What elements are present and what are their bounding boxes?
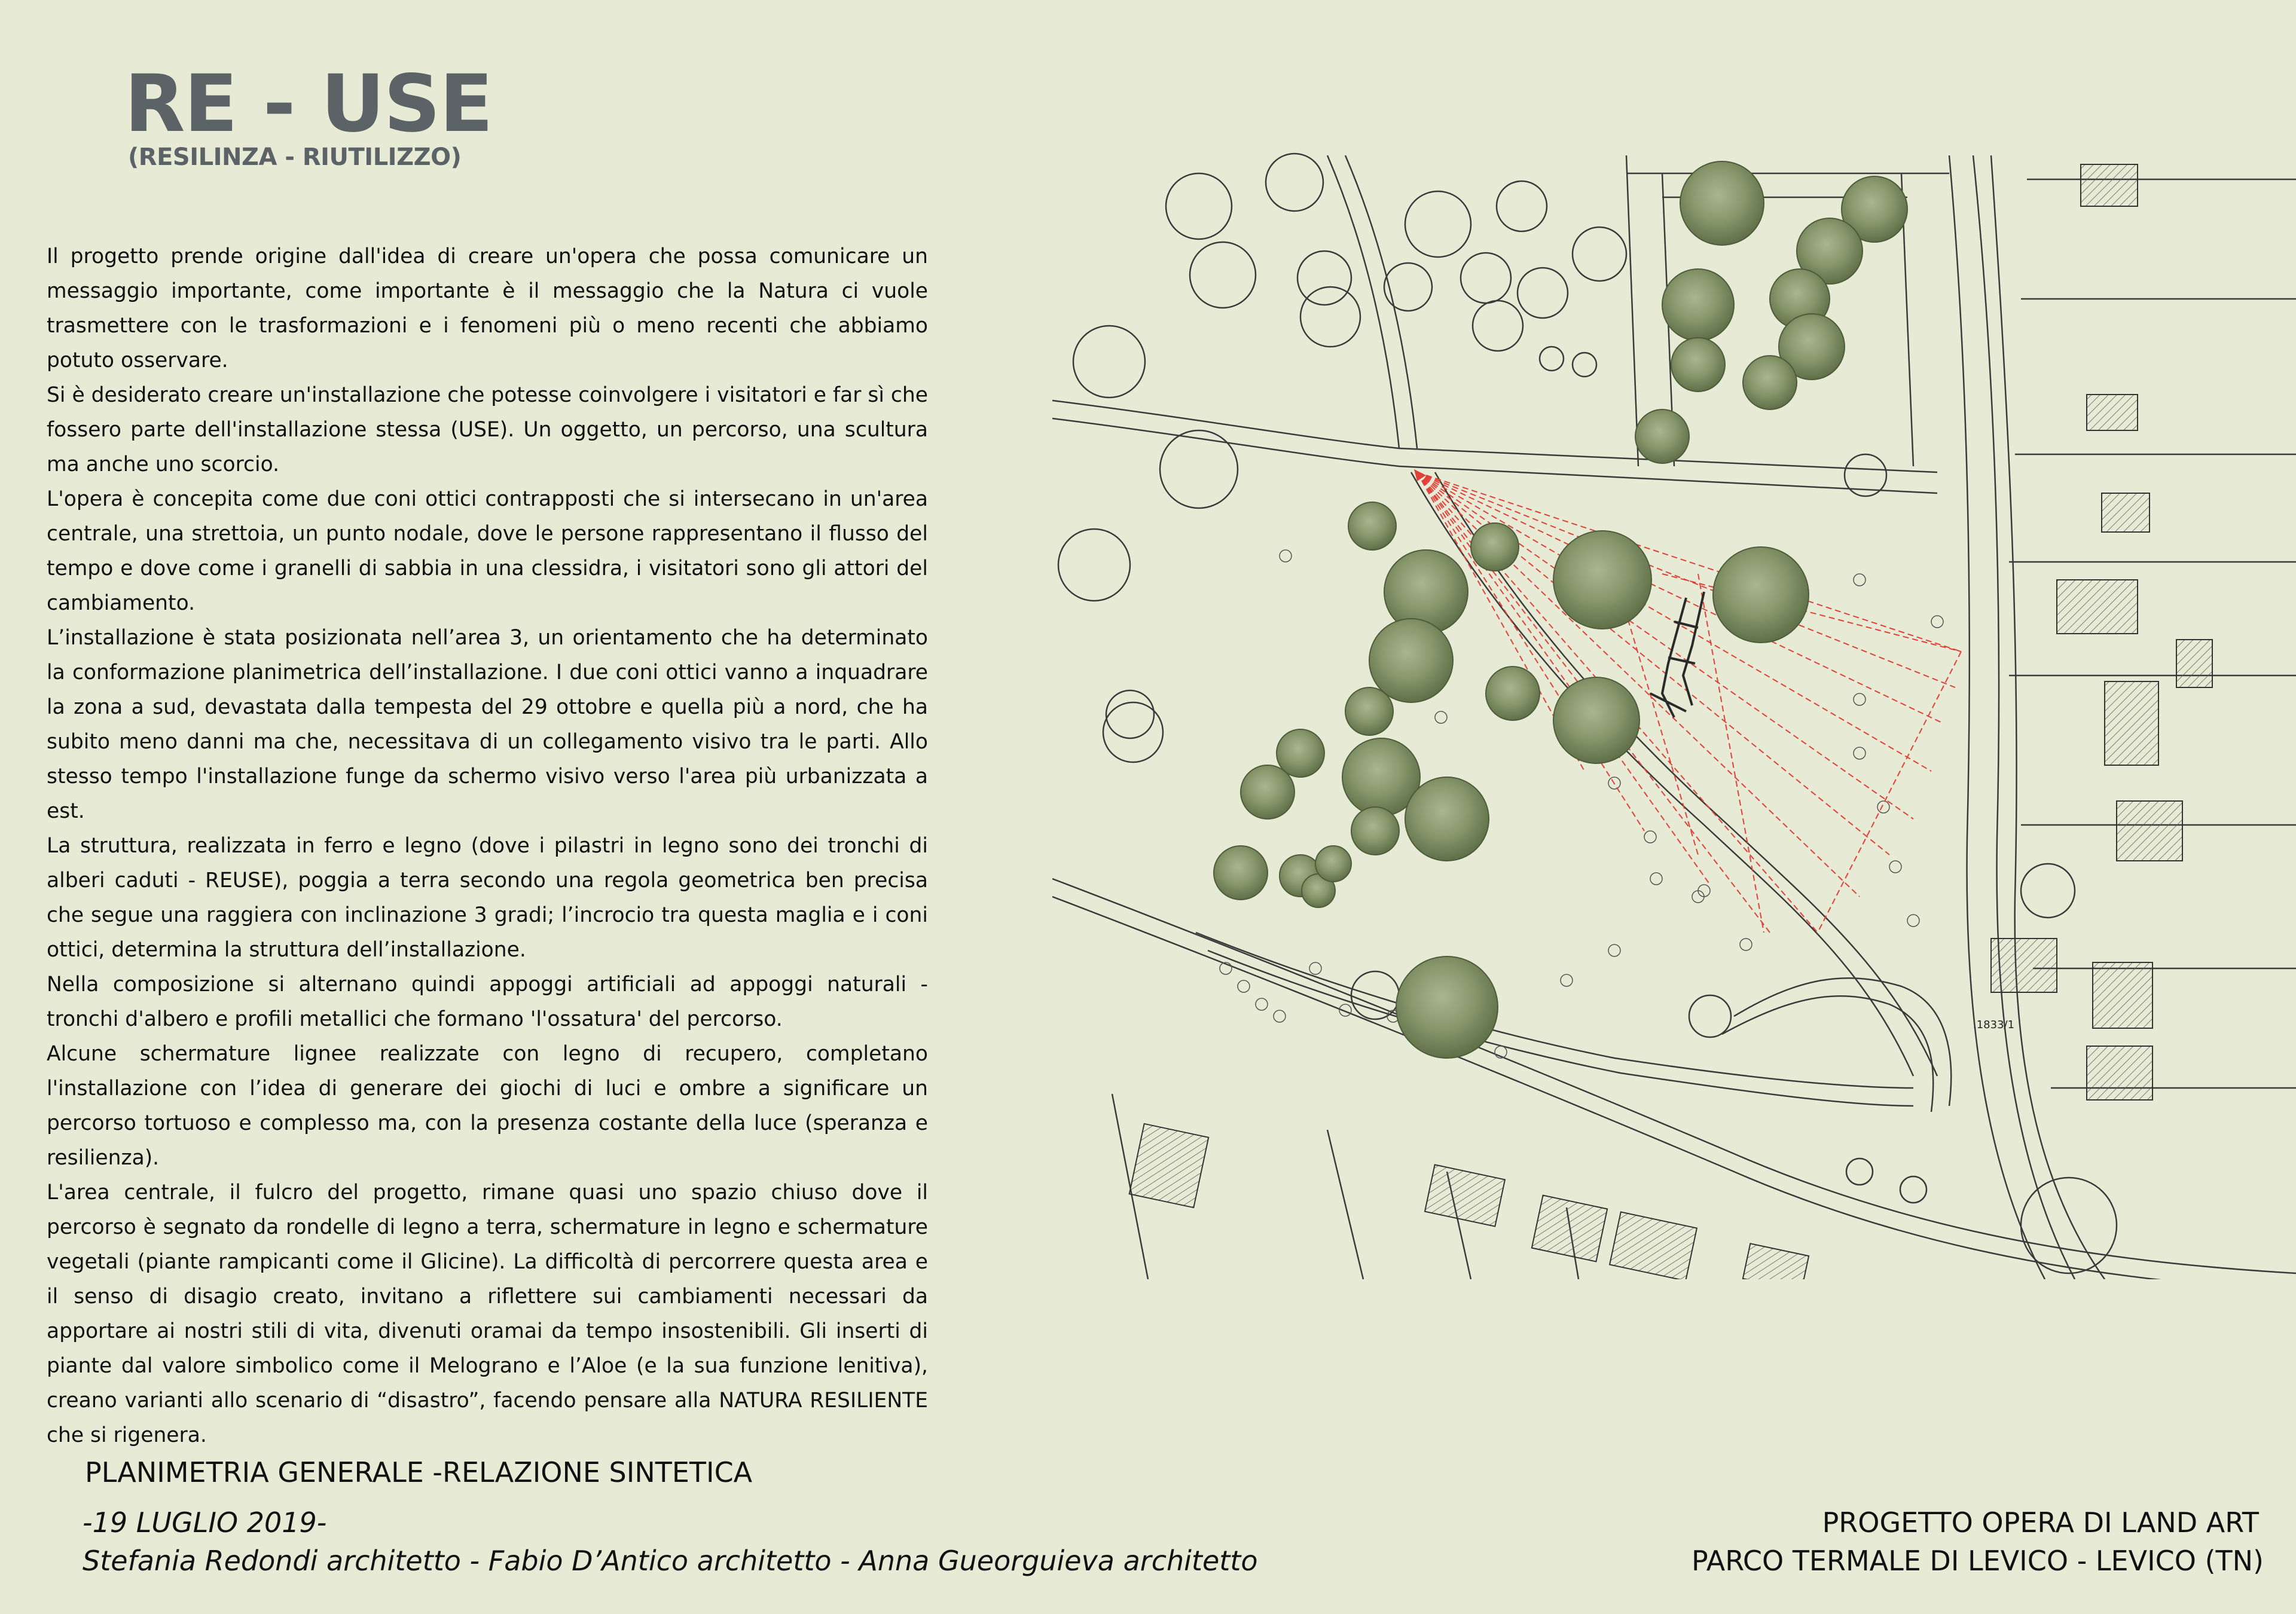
building (2081, 164, 2138, 206)
buildings (1129, 164, 2212, 1279)
curved-path (1722, 996, 1933, 1112)
curved-path (1734, 978, 1951, 1106)
east-road-edge (1991, 155, 2105, 1279)
existing-trees (1214, 161, 1907, 1058)
east-road-edge (1973, 155, 2075, 1279)
project-description (47, 239, 928, 1453)
board-subtitle: (RESILINZA - RIUTILIZZO) (128, 143, 462, 171)
authors: Stefania Redondi architetto - Fabio D’Antico architetto - Anna Gueorguieva architetto (83, 1545, 1258, 1577)
building (1425, 1164, 1505, 1226)
plan-title: PLANIMETRIA GENERALE -RELAZIONE SINTETICA (85, 1456, 753, 1488)
paragraph: L'opera è concepita come due coni ottici contrapposti che si intersecano in un'area centrale, una strettoia, un punto nodale, dove le persone rappresentano il flusso del tempo e dove come i granelli di sabbia in una clessidra, i visitatori sono gli attori del cambiamento. (47, 487, 928, 615)
paragraph: L'area centrale, il fulcro del progetto, rimane quasi uno spazio chiuso dove il percorso è segnato da rondelle di legno a terra, schermature in legno e schermature vegetali (piante rampicanti come il Glicine). La difficoltà di percorrere questa area e il senso di disagio creato, invitano a riflettere sui cambiamenti necessari da apportare ai nostri stili di vita, divenuti oramai da tempo insostenibili. Gli inserti di piante dal valore simbolico come il Melograno e l’Aloe (e la sua funzione lenitiva), creano varianti allo scenario di “disastro”, facendo pensare alla NATURA RESILIENTE che si rigenera. (47, 1181, 928, 1447)
building (2087, 1046, 2152, 1100)
building (2102, 493, 2150, 532)
building (2093, 962, 2152, 1028)
building (1610, 1212, 1697, 1279)
building (1532, 1196, 1607, 1262)
building (1991, 939, 2057, 992)
paragraph: La struttura, realizzata in ferro e legno (dove i pilastri in legno sono dei tronchi di alberi caduti - REUSE), poggia a terra secondo una regola geometrica ben precisa che segue una raggiera con inclinazione 3 gradi; l’incrocio tra questa maglia e i coni ottici, determina la struttura dell’installazione. (47, 834, 928, 962)
lot-number: .1833/1 (1973, 1019, 2015, 1031)
board-title: RE - USE (124, 58, 492, 150)
building (2057, 580, 2138, 634)
paragraph: Si è desiderato creare un'installazione che potesse coinvolgere i visitatori e far sì che fossero parte dell'installazione stessa (USE). Un oggetto, un percorso, una scultura ma anche uno scorcio. (47, 383, 928, 476)
building (2117, 801, 2182, 861)
building (2087, 395, 2138, 430)
paragraph: L’installazione è stata posizionata nell’area 3, un orientamento che ha determinato la conformazione planimetrica dell’installazione. I due coni ottici vanno a inquadrare la zona a sud, devastata dalla tempesta del 29 ottobre e quella più a nord, che ha subito meno danni ma che, necessitava di un collegamento visivo tra le parti. Allo stesso tempo l'installazione funge da schermo visivo verso l'area più urbanizzata a est. (47, 626, 928, 823)
upper-path (1052, 418, 1937, 493)
building (1129, 1124, 1209, 1208)
paragraph: Alcune schermature lignee realizzate con legno di recupero, completano l'installazione con l’idea di generare dei giochi di luci e ombre a significare un percorso tortuoso e complesso ma, con la presenza costante della luce (speranza e resilienza). (47, 1042, 928, 1170)
building (2176, 640, 2212, 687)
site-plan-drawing (1052, 143, 2296, 1279)
east-road-edge (1949, 155, 2045, 1279)
date: -19 LUGLIO 2019- (83, 1506, 327, 1539)
paragraph: Nella composizione si alternano quindi appoggi artificiali ad appoggi naturali - tronchi d'albero e profili metallici che formano 'l'ossatura' del percorso. (47, 973, 928, 1031)
project-title: PROGETTO OPERA DI LAND ART (1822, 1506, 2259, 1539)
building (2105, 681, 2158, 765)
lower-path (1196, 933, 1913, 1088)
paragraph: Il progetto prende origine dall'idea di creare un'opera che possa comunicare un messaggio importante, come importante è il messaggio che la Natura ci vuole trasmettere con le trasformazioni e i fenomeni più o meno recenti che abbiamo potuto osservare. (47, 244, 928, 372)
small-shrubs (1220, 550, 1943, 1058)
project-location: PARCO TERMALE DI LEVICO - LEVICO (TN) (1691, 1545, 2264, 1577)
building (1743, 1243, 1809, 1279)
